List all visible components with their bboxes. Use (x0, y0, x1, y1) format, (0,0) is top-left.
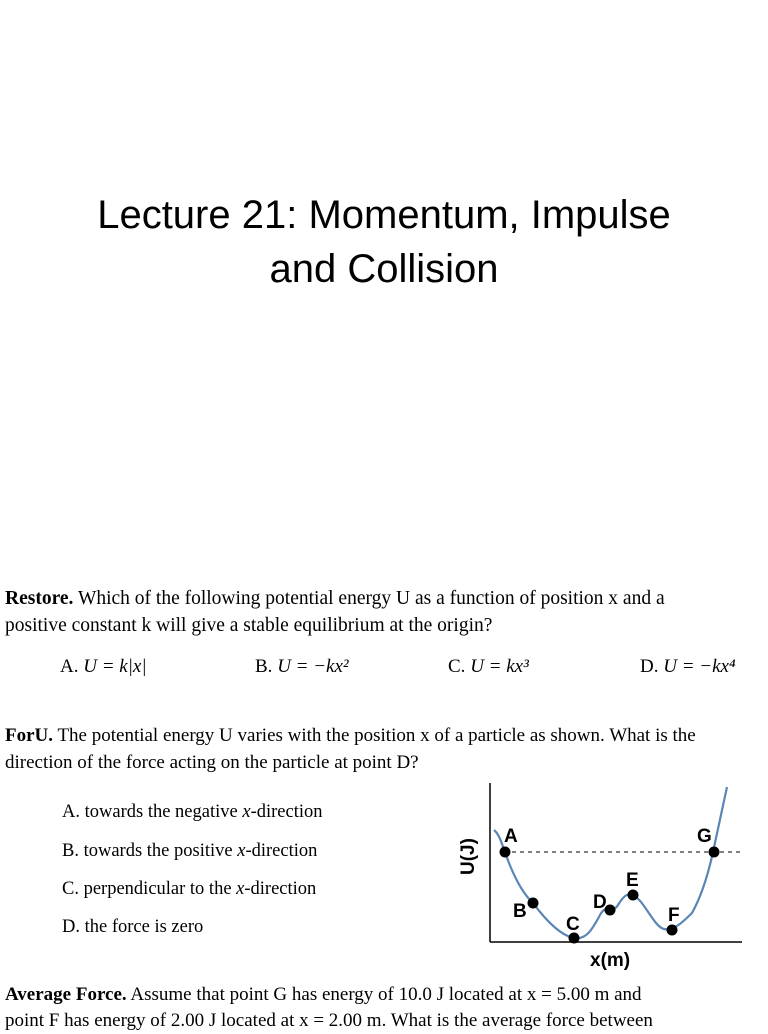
point-b-label: B (513, 901, 527, 922)
foru-option-d: D. the force is zero (62, 917, 204, 937)
restore-question (5, 585, 767, 639)
foru-line-1: The potential energy U varies with the position x of a particle as shown. What is the (57, 725, 696, 746)
foru-option-c: C. perpendicular to the x-direction (62, 879, 317, 899)
average-force-line-2: point F has energy of 2.00 J located at x = 2.00 m. What is the average force between (5, 1010, 653, 1031)
point-f-marker (667, 925, 678, 936)
point-f-label: F (668, 905, 680, 926)
point-a-label: A (504, 826, 518, 847)
foru-heading: ForU. (5, 725, 54, 746)
restore-option-a: A. U = k|x| (60, 656, 147, 677)
title-line-1: Lecture 21: Momentum, Impulse (97, 193, 671, 237)
restore-heading: Restore. (5, 588, 74, 609)
foru-line-2: direction of the force acting on the particle at point D? (5, 752, 419, 773)
point-g-label: G (697, 826, 712, 847)
point-e-label: E (626, 870, 639, 891)
foru-option-b: B. towards the positive x-direction (62, 841, 318, 861)
point-b-marker (528, 898, 539, 909)
restore-option-b: B. U = −kx² (255, 656, 349, 677)
average-force-heading: Average Force. (5, 984, 127, 1005)
x-axis-label: x(m) (590, 950, 631, 971)
average-force-question (5, 982, 767, 1034)
foru-option-a: A. towards the negative x-direction (62, 802, 323, 822)
average-force-line-1: Assume that point G has energy of 10.0 J located at x = 5.00 m and (130, 984, 642, 1005)
potential-energy-graph (440, 775, 760, 975)
point-a-marker (500, 847, 511, 858)
title-line-2: and Collision (269, 247, 499, 291)
y-axis-label: U(J) (458, 838, 479, 875)
foru-question (5, 722, 767, 776)
restore-option-c: C. U = kx³ (448, 656, 529, 677)
restore-line-1: Which of the following potential energy U as a function of position x and a (77, 588, 665, 609)
point-c-label: C (566, 914, 580, 935)
point-e-marker (628, 890, 639, 901)
point-g-marker (709, 847, 720, 858)
page-title (0, 188, 768, 296)
potential-curve (494, 787, 727, 938)
point-d-label: D (593, 892, 607, 913)
restore-option-d: D. U = −kx⁴ (640, 656, 736, 677)
restore-line-2: positive constant k will give a stable equilibrium at the origin? (5, 615, 493, 636)
